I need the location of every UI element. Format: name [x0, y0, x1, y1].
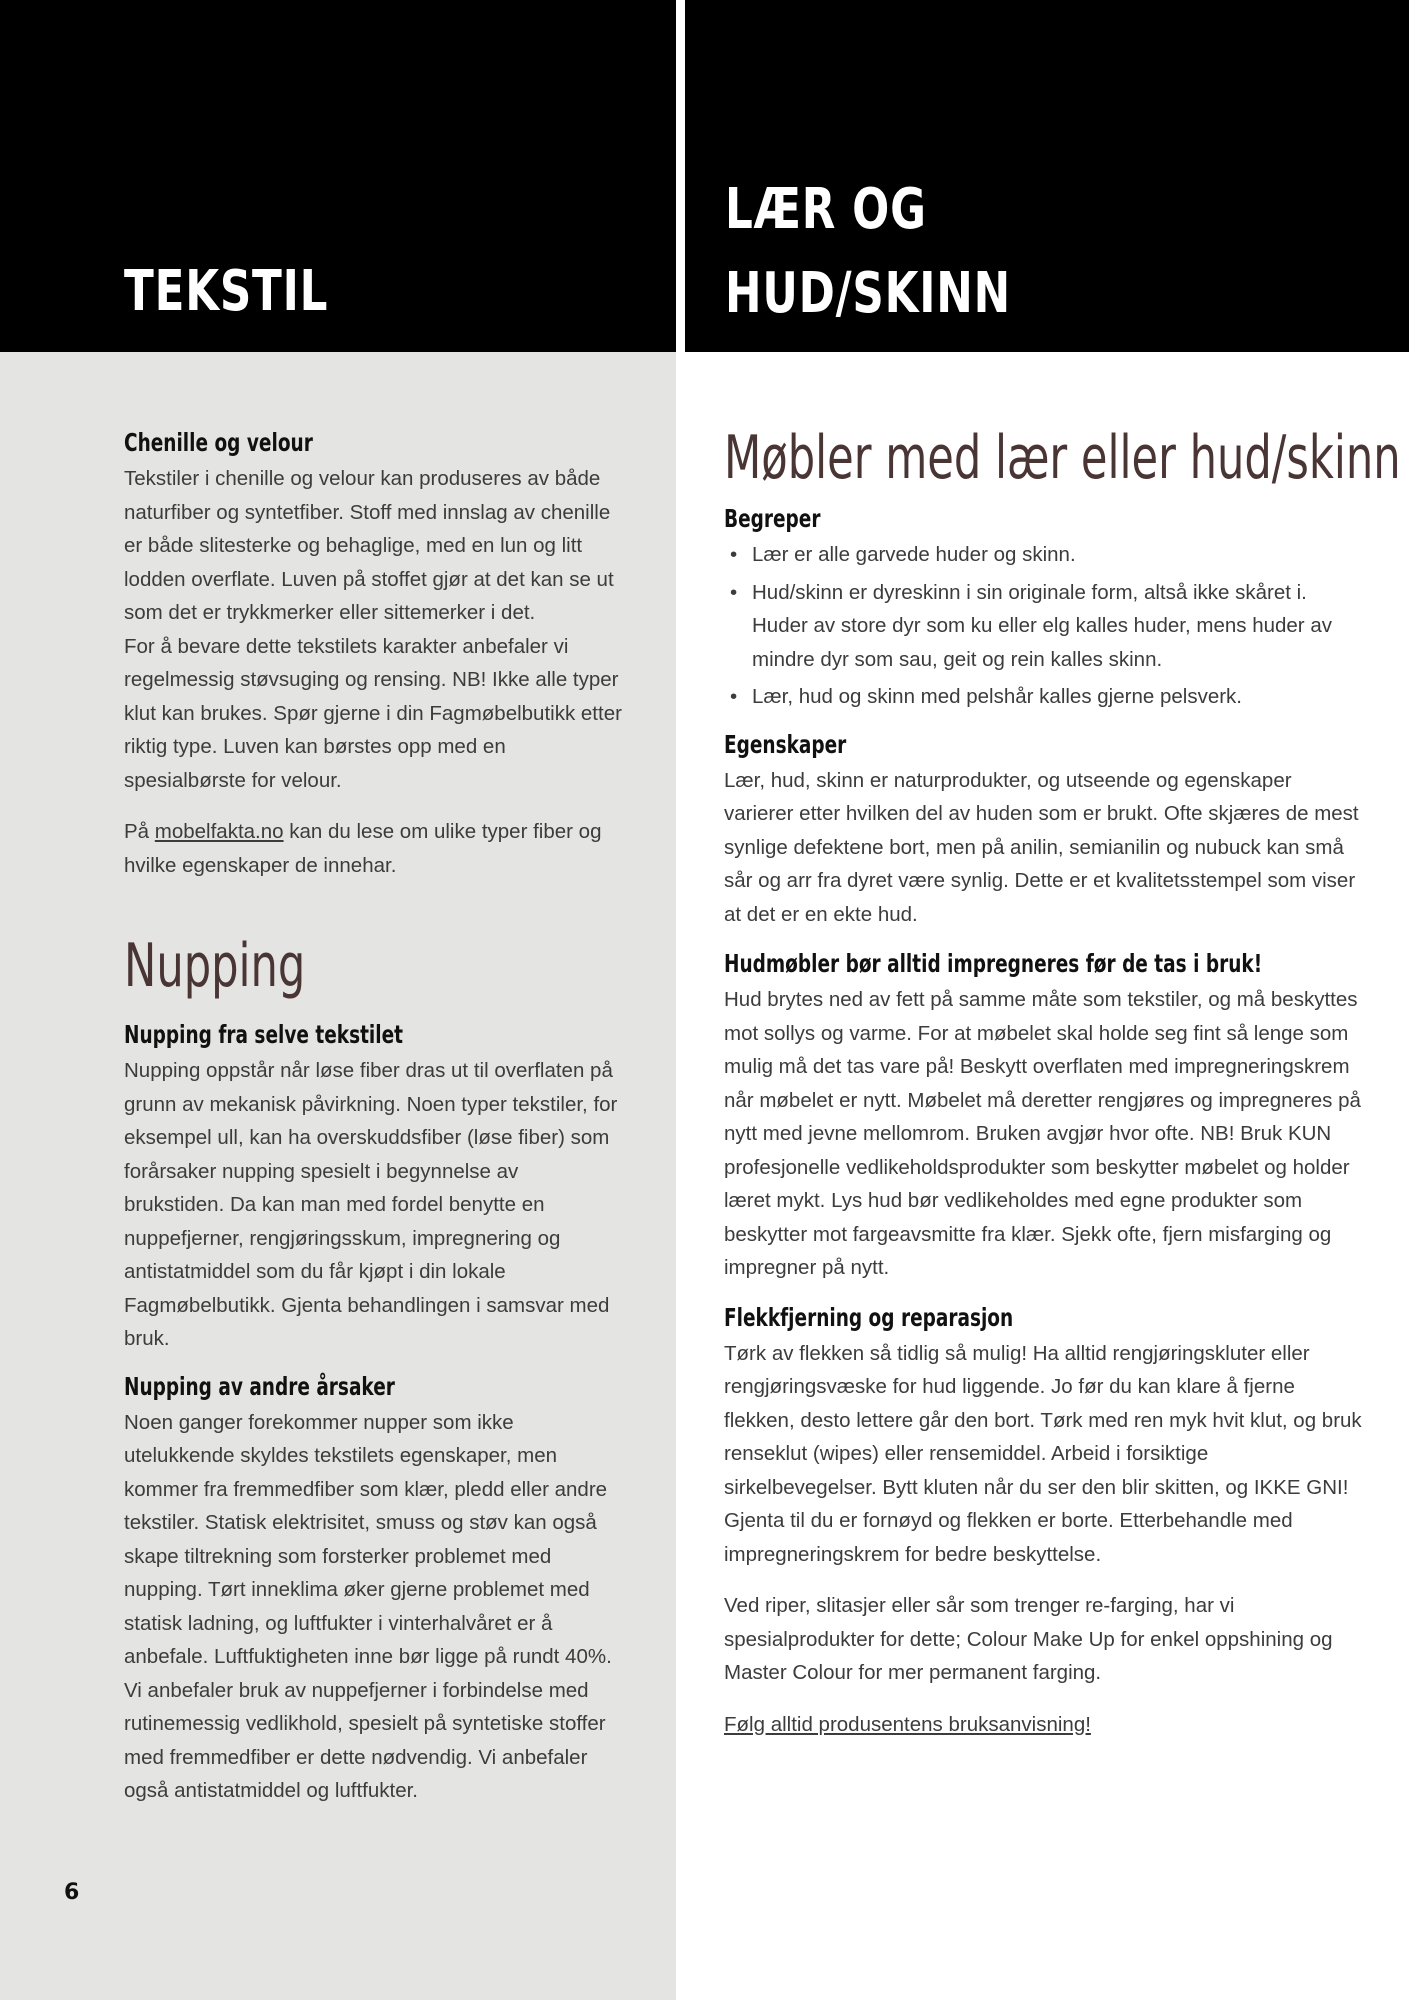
- egenskaper-body: [724, 764, 1364, 932]
- laer-banner-line1: LÆR OG: [725, 177, 927, 242]
- nupping-paragraph-2: Noen ganger forekommer nupper som ikke utelukkende skyldes tekstilets egenskaper, men kommer fra fremmedfiber som klær, pledd eller andre tekstiler. Statisk elektrisitet, smuss og støv kan også skape tiltrekning som forsterker problemet med nupping. Tørt inneklima øker gjerne problemet med statisk ladning, og luftfukter i vinterhalvåret er å anbefale. Luftfuktigheten inne bør ligge på rundt 40%. Vi anbefaler bruk av nuppefjerner i forbindelse med rutinemessig vedlikhold, spesielt på syntetiske stoffer med fremmedfiber er dette nødvendig. Vi anbefaler også antistatmiddel og luftfukter.: [124, 1410, 612, 1802]
- begreper-item: [724, 576, 1364, 677]
- chenille-paragraph-2: For å bevare dette tekstilets karakter anbefaler vi regelmessig støvsuging og rensing. NB! Ikke alle typer klut kan brukes. Spør gjerne i din Fagmøbelbutikk etter riktig type. Luven kan børstes opp med en spesialbørste for velour.: [124, 634, 622, 792]
- mobelfakta-link[interactable]: mobelfakta.no: [154, 820, 284, 843]
- impregnering-heading: Hudmøbler bør alltid impregneres før de tas i bruk!: [724, 949, 1263, 978]
- column-gutter: [676, 0, 685, 2000]
- laer-title: Møbler med lær eller hud/skinn: [724, 423, 1401, 493]
- laer-column: [724, 423, 1401, 1741]
- nupping-body-1: [124, 1054, 624, 1356]
- chenille-body: [124, 462, 624, 882]
- bullet-dot: •: [730, 685, 738, 708]
- flekk-heading: Flekkfjerning og reparasjon: [724, 1302, 1014, 1332]
- bruksanvisning-link[interactable]: Følg alltid produsentens bruksanvisning!: [724, 1712, 1091, 1736]
- egenskaper-text: Lær, hud, skinn er naturprodukter, og utseende og egenskaper varierer etter hvilken del av huden som er brukt. Ofte skjæres de mest synlige defektene bort, men på anilin, semianilin og nubuck kan små sår og arr fra dyret være synlig. Dette er et kvalitetsstempel som viser at det er en ekte hud.: [724, 768, 1359, 926]
- tekstil-banner: [0, 0, 676, 352]
- chenille-paragraph-1: Tekstiler i chenille og velour kan produseres av både naturfiber og syntetfiber. Stoff med innslag av chenille er både slitesterke og behaglige, med en lun og litt lodden overflate. Luven på stoffet gjør at det kan se ut som det er trykkmerker eller sittemerker i det.: [124, 467, 614, 624]
- chenille-paragraph-3: [124, 815, 624, 882]
- tekstil-column: [124, 424, 624, 1808]
- begreper-item-text: Lær er alle garvede huder og skinn.: [752, 543, 1076, 566]
- flekk-text-2: Ved riper, slitasjer eller sår som trenger re-farging, har vi spesialprodukter for dette; Colour Make Up for enkel oppshining og Master Colour for mer permanent farging.: [724, 1594, 1333, 1684]
- chenille-heading: Chenille og velour: [124, 428, 313, 457]
- nupping-paragraph-1: Nupping oppstår når løse fiber dras ut til overflaten på grunn av mekanisk påvirkning. Noen typer tekstiler, for eksempel ull, kan ha overskuddsfiber (løse fiber) som forårsaker nupping spesielt i begynnelse av brukstiden. Da kan man med fordel benytte en nuppefjerner, rengjøringsskum, impregnering og antistatmiddel som du får kjøpt i din lokale Fagmøbelbutikk. Gjenta behandlingen i samsvar med bruk.: [124, 1059, 618, 1350]
- begreper-item-text: Hud/skinn er dyreskinn i sin originale form, altså ikke skåret i. Huder av store dyr som ku eller elg kalles huder, mens huder av mindre dyr som sau, geit og rein kalles skinn.: [752, 580, 1332, 671]
- nupping-title: Nupping: [124, 931, 306, 1001]
- flekk-text: Tørk av flekken så tidlig så mulig! Ha alltid rengjøringskluter eller rengjøringsvæske for hud liggende. Jo før du kan klare å fjerne flekken, desto lettere går den bort. Tørk med ren myk hvit klut, og bruk renseklut (wipes) eller rensemiddel. Arbeid i forsiktige sirkelbevegelser. Bytt kluten når du ser den blir skitten, og IKKE GNI! Gjenta til du er fornøyd og flekken er borte. Etterbehandle med impregneringskrem for bedre beskyttelse.: [724, 1341, 1362, 1566]
- egenskaper-heading: Egenskaper: [724, 729, 847, 759]
- begreper-heading: Begreper: [724, 504, 821, 533]
- page-number: 6: [64, 1880, 80, 1905]
- laer-banner-title: [725, 168, 1011, 336]
- bullet-dot: •: [730, 543, 738, 566]
- nupping-sub2-heading: Nupping av andre årsaker: [124, 1371, 395, 1401]
- flekk-body: [724, 1337, 1364, 1742]
- begreper-list: [724, 538, 1364, 714]
- begreper-item: [724, 538, 1364, 572]
- nupping-sub1-heading: Nupping fra selve tekstilet: [124, 1020, 404, 1049]
- bullet-dot: •: [730, 580, 738, 604]
- begreper-item-text: Lær, hud og skinn med pelshår kalles gjerne pelsverk.: [752, 685, 1242, 708]
- impregnering-text: Hud brytes ned av fett på samme måte som tekstiler, og må beskyttes mot sollys og varme. For at møbelet skal holde seg fint så lenge som mulig må det tas vare på! Beskytt overflaten med impregneringskrem når møbelet er nytt. Møbelet må deretter rengjøres og impregneres på nytt med jevne mellomrom. Bruken avgjør hvor ofte. NB! Bruk KUN profesjonelle vedlikeholdsprodukter som beskytter møbelet og holder læret mykt. Lys hud bør vedlikeholdes med egne produkter som beskytter mot fargeavsmitte fra klær. Sjekk ofte, fjern misfarging og impregner på nytt.: [724, 988, 1361, 1279]
- nupping-body-2: [124, 1406, 624, 1808]
- chenille-p3-suffix: kan du lese om ulike typer fiber og hvilke egenskaper de innehar.: [124, 820, 602, 877]
- begreper-item: [724, 680, 1364, 714]
- impregnering-body: [724, 983, 1364, 1285]
- laer-banner: [685, 0, 1409, 352]
- tekstil-banner-title: TEKSTIL: [124, 259, 329, 324]
- chenille-p3-prefix: På: [124, 820, 155, 843]
- laer-banner-line2: HUD/SKINN: [725, 261, 1011, 326]
